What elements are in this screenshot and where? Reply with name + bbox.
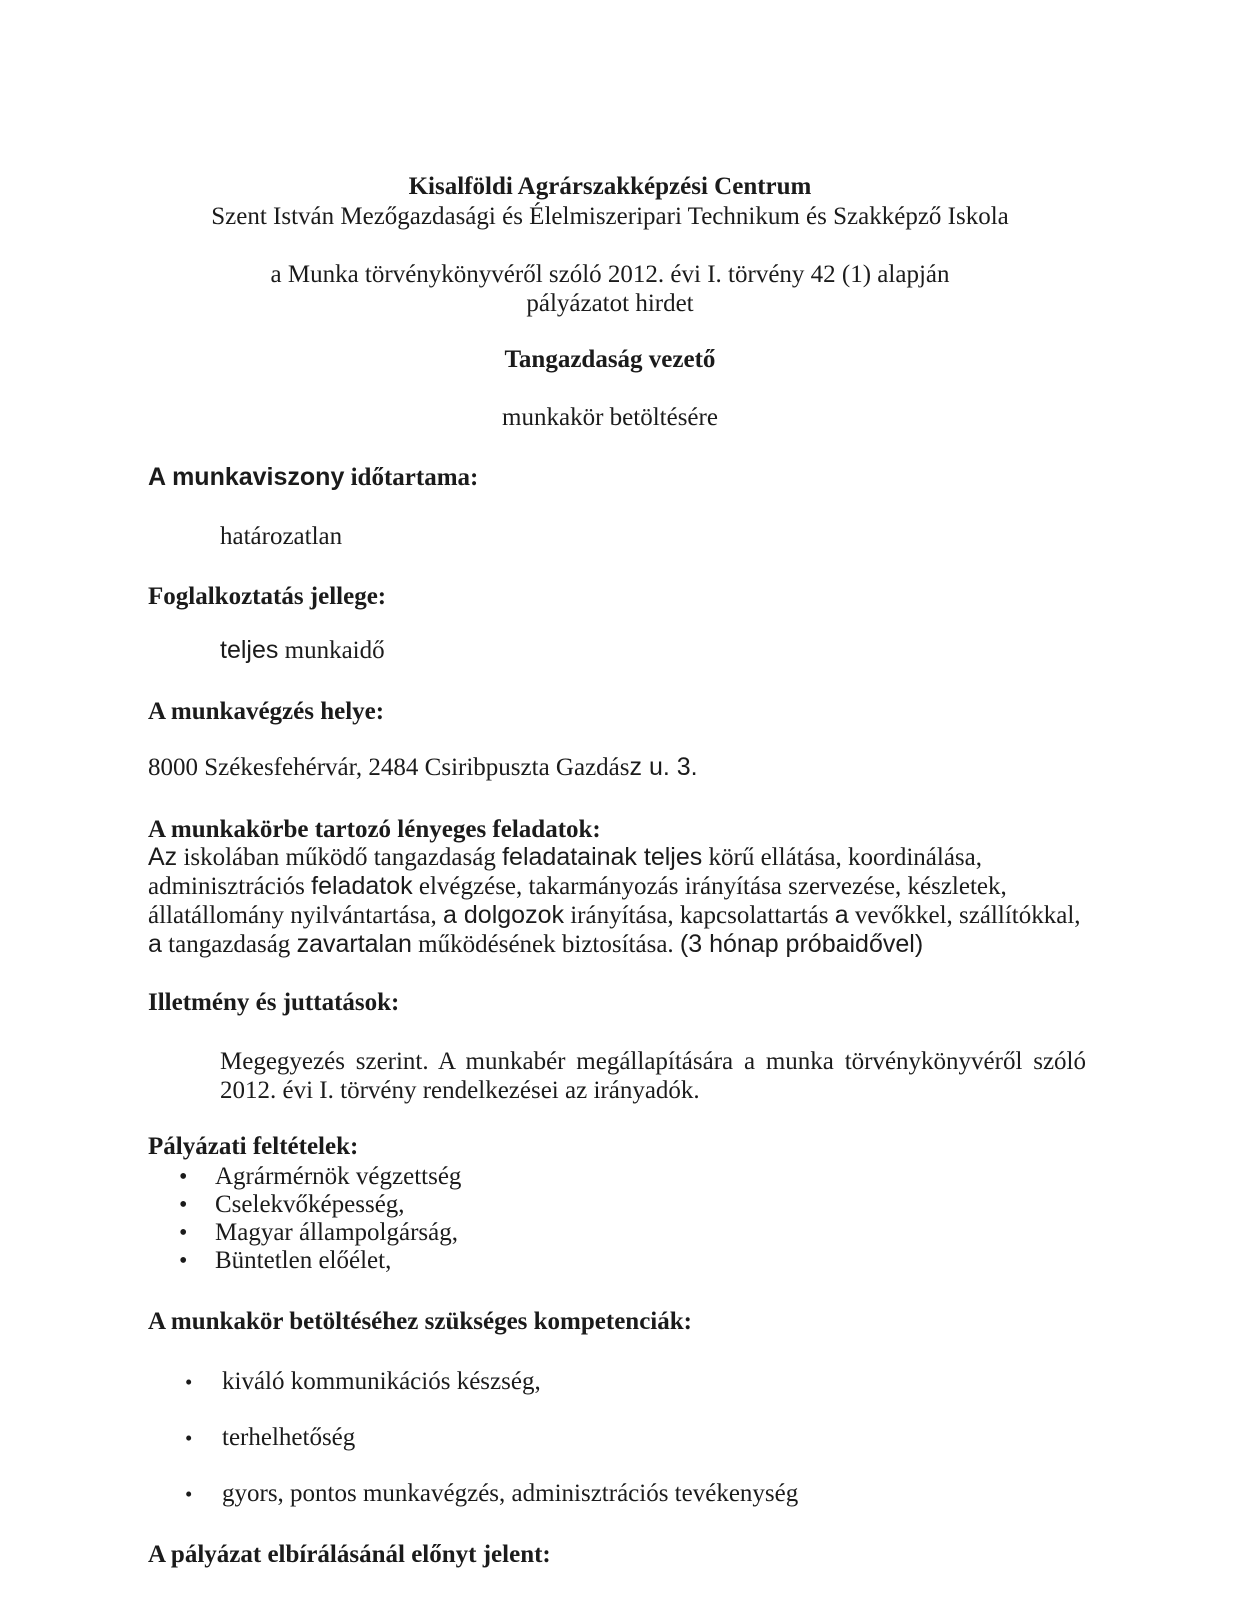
school-name-line: Szent István Mezőgazdasági és Élelmiszeripari Technikum és Szakképző Iskola [211, 203, 1009, 230]
tasks-paragraph: Az iskolában működő tangazdaság feladatainak teljes körű ellátása, koordinálása, adminisztrációs feladatok elvégzése, takarmányozás irányítása szervezése, készletek, állatállomány nyilvántartása, a dolgozok irányítása, kapcsolattartás a vevőkkel, szállítókkal, a tangazdaság zavartalan működésének biztosítása. (3 hónap próbaidővel) [148, 843, 1081, 958]
section-value-duration: határozatlan [220, 523, 343, 550]
list-item-text: kiváló kommunikációs készség, [222, 1368, 541, 1395]
list-item-text: Magyar állampolgárság, [215, 1219, 458, 1246]
list-item [148, 1247, 1100, 1275]
bullet-icon: • [185, 1426, 193, 1450]
org-name-line: Kisalföldi Agrárszakképzési Centrum [408, 173, 812, 200]
bullet-icon: • [179, 1192, 188, 1218]
section-value-employment: teljes munkaidő [220, 636, 385, 664]
list-item-text: Büntetlen előélet, [215, 1247, 392, 1274]
section-heading-tasks: A munkakörbe tartozó lényeges feladatok: [148, 816, 601, 843]
bullet-icon: • [179, 1220, 188, 1246]
position-subtitle: munkakör betöltésére [502, 404, 718, 431]
list-item [148, 1191, 1100, 1219]
section-heading-employment: Foglalkoztatás jellege: [148, 583, 387, 610]
list-item [148, 1163, 1100, 1191]
requirements-list [148, 1163, 1100, 1275]
salary-paragraph: Megegyezés szerint. A munkabér megállapítására a munka törvénykönyvéről szóló 2012. évi I. törvény rendelkezései az irányadók. [220, 1048, 1086, 1104]
legal-basis-line: a Munka törvénykönyvéről szóló 2012. évi I. törvény 42 (1) alapján [270, 261, 950, 288]
list-item [148, 1423, 1100, 1453]
list-item-text: Cselekvőképesség, [215, 1191, 405, 1218]
list-item-text: terhelhetőség [222, 1424, 356, 1451]
bullet-icon: • [185, 1482, 193, 1506]
list-item-text: gyors, pontos munkavégzés, adminisztrációs tevékenység [222, 1480, 799, 1507]
list-item-text: Agrármérnök végzettség [215, 1163, 462, 1190]
bullet-icon: • [185, 1370, 193, 1394]
list-item [148, 1479, 1100, 1509]
position-title: Tangazdaság vezető [504, 346, 716, 373]
section-heading-competencies: A munkakör betöltéséhez szükséges kompetenciák: [148, 1308, 692, 1335]
bullet-icon: • [179, 1164, 188, 1190]
announcement-line: pályázatot hirdet [526, 290, 694, 317]
section-heading-duration: A munkaviszony időtartama: [148, 463, 479, 491]
section-value-location: 8000 Székesfehérvár, 2484 Csiribpuszta Gazdász u. 3. [148, 753, 698, 781]
section-heading-advantages: A pályázat elbírálásánál előnyt jelent: [148, 1541, 551, 1568]
section-heading-location: A munkavégzés helye: [148, 698, 385, 725]
section-heading-requirements: Pályázati feltételek: [148, 1133, 359, 1160]
list-item [148, 1219, 1100, 1247]
bullet-icon: • [179, 1248, 188, 1274]
section-heading-salary: Illetmény és juttatások: [148, 989, 400, 1016]
list-item [148, 1367, 1100, 1397]
